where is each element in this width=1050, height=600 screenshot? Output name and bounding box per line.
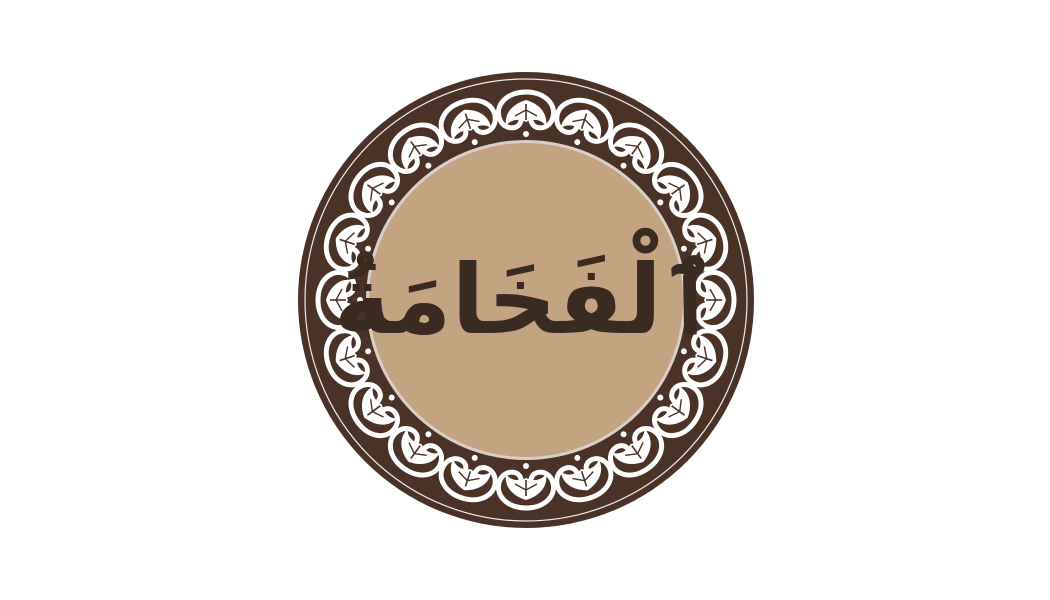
title-text: ٱلْفَخَامَةُ (333, 244, 719, 356)
calligraphy-title (326, 200, 726, 400)
